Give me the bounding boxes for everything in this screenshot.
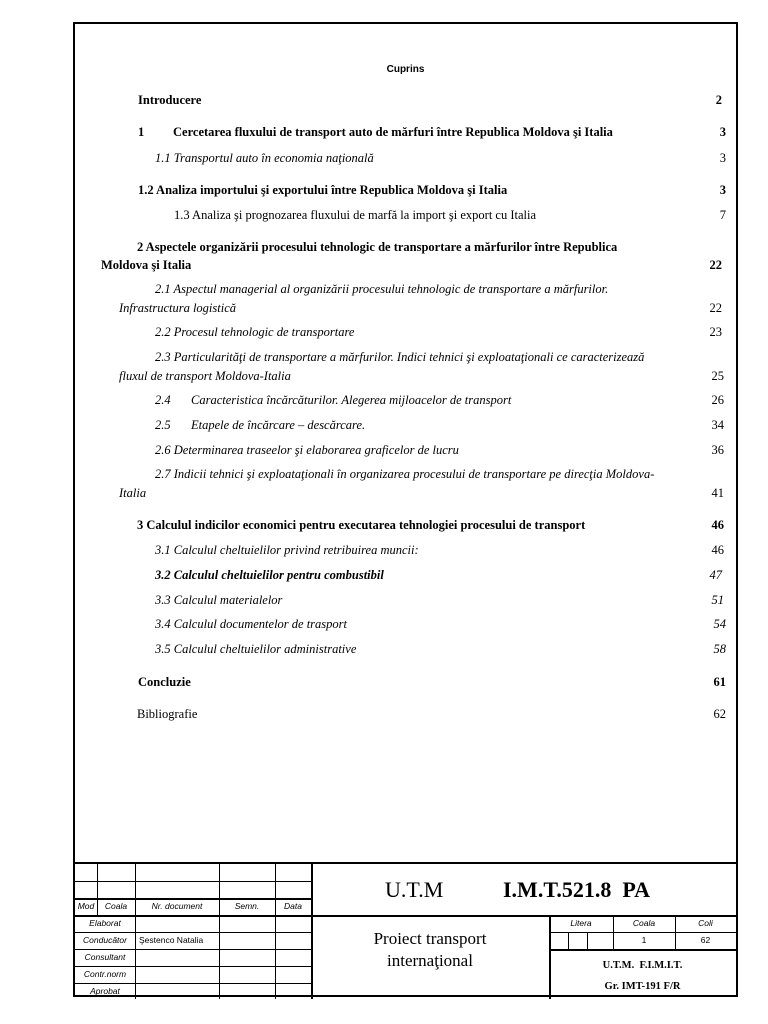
stamp-header-semn: Semn. — [234, 901, 260, 911]
toc-s3-4: 3.4 Calculul documentelor de trasport — [155, 617, 347, 631]
stamp-header-mod: Mod — [77, 901, 95, 911]
stamp-header-nr-document: Nr. document — [151, 901, 203, 911]
toc-s3-5-page: 58 — [713, 642, 726, 656]
toc-introducere-page: 2 — [715, 93, 722, 107]
toc-s2-line2: Moldova şi Italia — [101, 258, 192, 272]
toc-bibliografie: Bibliografie — [137, 707, 198, 721]
toc-s3-2-page: 47 — [709, 568, 722, 582]
stamp-row-aprobat: Aprobat — [90, 986, 120, 996]
toc-s1-1-page: 3 — [719, 151, 726, 165]
stamp-project-line1: Proiect transport — [373, 929, 487, 948]
toc-s3-4-page: 54 — [713, 617, 726, 631]
stamp-coli-value: 62 — [700, 935, 711, 945]
toc-s3-5: 3.5 Calculul cheltuielilor administrative — [155, 642, 357, 656]
toc-s3-2: 3.2 Calculul cheltuielilor pentru combustibil — [155, 568, 384, 582]
toc-s2-4-page: 26 — [711, 393, 724, 407]
toc-concluzie-page: 61 — [713, 675, 726, 689]
stamp-row-elaborat: Elaborat — [89, 918, 121, 928]
toc-s2-3-line2: fluxul de transport Moldova-Italia — [119, 369, 291, 383]
toc-s3: 3 Calculul indicilor economici pentru executarea tehnologiei procesului de transport — [137, 518, 586, 532]
page-title: Cuprins — [386, 64, 425, 75]
stamp-utm: U.T.M — [385, 877, 444, 902]
toc-s2-1-line1: 2.1 Aspectul managerial al organizării procesului tehnologic de transportare a mărfurilor. — [155, 282, 609, 296]
stamp-faculty: U.T.M. F.I.M.I.T. — [602, 960, 683, 971]
toc-s2-7-page: 41 — [711, 486, 724, 500]
toc-introducere: Introducere — [138, 93, 202, 107]
toc-s2-1-line2: Infrastructura logistică — [119, 301, 237, 315]
toc-s2-3-page: 25 — [711, 369, 724, 383]
toc-s3-1-page: 46 — [711, 543, 724, 557]
toc-s2-line1: 2 Aspectele organizării procesului tehnologic de transportare a mărfurilor între Republica — [137, 240, 618, 254]
toc-s1-3-page: 7 — [719, 208, 726, 222]
toc-s2-5: Etapele de încărcare – descărcare. — [191, 418, 366, 432]
toc-s1-page: 3 — [719, 125, 726, 139]
stamp-header-data: Data — [284, 901, 302, 911]
toc-concluzie: Concluzie — [138, 675, 191, 689]
toc-s1-num: 1 — [138, 125, 145, 139]
toc-s3-3-page: 51 — [711, 593, 724, 607]
stamp-header-coala: Coala — [104, 901, 128, 911]
toc-s2-7-line2: Italia — [119, 486, 147, 500]
toc-s2-7-line1: 2.7 Indicii tehnici şi exploataţionali în organizarea procesului de transportare pe direcţia Moldova- — [155, 467, 655, 481]
toc-s2-4-num: 2.4 — [155, 393, 171, 407]
toc-s2-2-page: 23 — [709, 325, 722, 339]
stamp-litera: Litera — [570, 918, 592, 928]
toc-s2-page: 22 — [709, 258, 722, 272]
title-block — [75, 862, 736, 999]
toc-s1-2: 1.2 Analiza importului şi exportului între Republica Moldova şi Italia — [138, 183, 508, 197]
toc-s1: Cercetarea fluxului de transport auto de mărfuri între Republica Moldova şi Italia — [173, 125, 613, 139]
stamp-conducator-name: Şestenco Natalia — [139, 935, 204, 945]
stamp-project-line2: internaţional — [387, 951, 473, 970]
stamp-coli: Coli — [698, 918, 713, 928]
toc-s2-4: Caracteristica încărcăturilor. Alegerea mijloacelor de transport — [191, 393, 512, 407]
stamp-row-consultant: Consultant — [84, 952, 126, 962]
stamp-row-contr-norm: Contr.norm — [83, 969, 127, 979]
stamp-row-conducator: Conducător — [83, 935, 127, 945]
toc-s3-1: 3.1 Calculul cheltuielilor privind retribuirea muncii: — [155, 543, 419, 557]
toc-bibliografie-page: 62 — [713, 707, 726, 721]
toc-s3-3: 3.3 Calculul materialelor — [155, 593, 283, 607]
toc-s2-5-page: 34 — [711, 418, 724, 432]
stamp-coala-value: 1 — [641, 935, 647, 945]
stamp-coala: Coala — [632, 918, 656, 928]
stamp-group: Gr. IMT-191 F/R — [604, 981, 681, 992]
stamp-document-code: I.M.T.521.8 PA — [503, 877, 651, 902]
toc-s2-3-line1: 2.3 Particularităţi de transportare a mărfurilor. Indici tehnici şi exploataţionali ce caracterizează — [155, 350, 645, 364]
toc-s2-2: 2.2 Procesul tehnologic de transportare — [155, 325, 355, 339]
page-frame — [73, 22, 738, 997]
toc-s1-3: 1.3 Analiza şi prognozarea fluxului de marfă la import şi export cu Italia — [174, 208, 537, 222]
toc-s1-2-page: 3 — [719, 183, 726, 197]
toc-s2-5-num: 2.5 — [155, 418, 171, 432]
toc-s2-6-page: 36 — [711, 443, 724, 457]
toc-s1-1: 1.1 Transportul auto în economia naţională — [155, 151, 374, 165]
toc-s2-1-page: 22 — [709, 301, 722, 315]
toc-s2-6: 2.6 Determinarea traseelor şi elaborarea graficelor de lucru — [155, 443, 459, 457]
toc-s3-page: 46 — [711, 518, 724, 532]
